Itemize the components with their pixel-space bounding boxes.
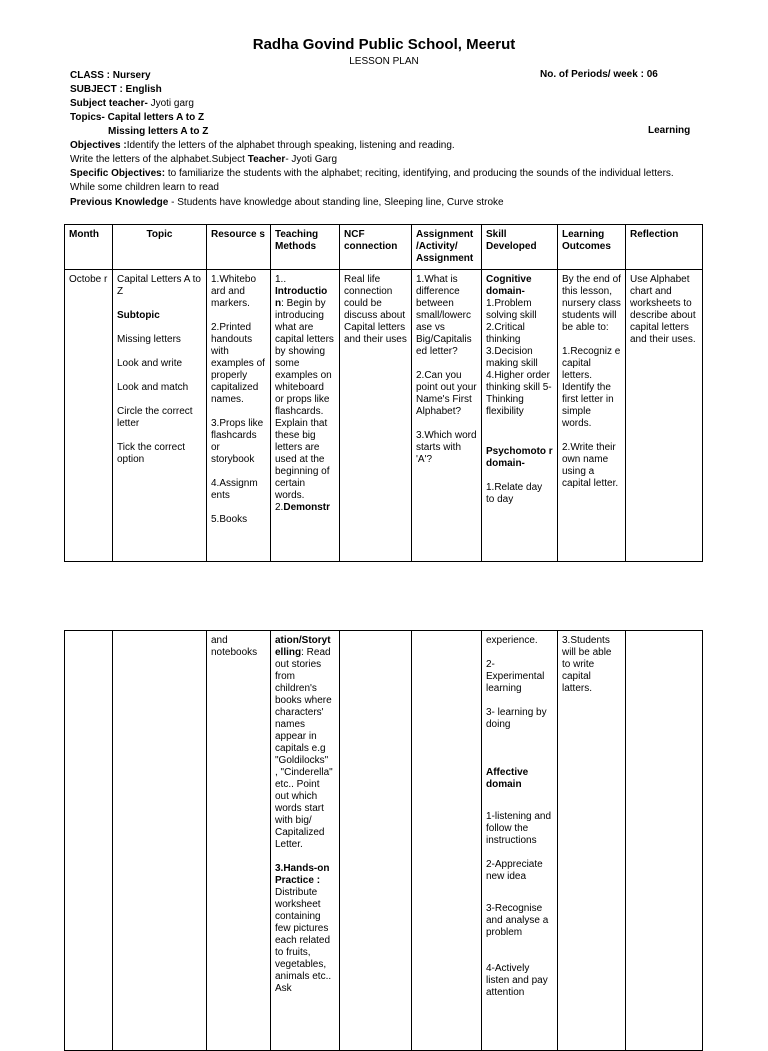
objectives-line-2 bbox=[70, 153, 337, 167]
objectives-line2-b: Teacher bbox=[247, 154, 286, 165]
col-skill: Skill Developed bbox=[482, 225, 558, 270]
topics-line-2: Missing letters A to Z bbox=[108, 126, 209, 137]
class-label: CLASS : Nursery bbox=[70, 70, 151, 81]
col-topic: Topic bbox=[113, 225, 207, 270]
teacher-value: Jyoti garg bbox=[147, 98, 194, 109]
objectives-key: Objectives : bbox=[70, 140, 127, 151]
cell-teaching-methods: ation/Storyt elling: Read out stories from children's books where characters' names appear in capitals e.g "Goldilocks" , "Cinderella" etc.. Point out which words start with big/ Capitalized Letter. 3.Hands-on Practice : Distribute worksheet containing few pictures each related to fruits, vegetables, animals etc.. Ask bbox=[271, 631, 340, 1051]
objectives-line2-c: - Jyoti Garg bbox=[285, 154, 338, 165]
cell-skill: Cognitive domain- 1.Problem solving skill 2.Critical thinking 3.Decision making skill 4.Higher order thinking skill 5- Thinking flexibility Psychomoto r domain- 1.Relate day to day bbox=[482, 270, 558, 562]
topics-line: Topics- Capital letters A to Z bbox=[70, 112, 205, 123]
lesson-table bbox=[64, 224, 703, 562]
cell-topic: Capital Letters A to Z Subtopic Missing letters Look and write Look and match Circle the correct letter Tick the correct option bbox=[113, 270, 207, 562]
cell-ncf: Real life connection could be discuss about Capital letters and their uses bbox=[340, 270, 412, 562]
objectives-line2-a: Write the letters of the alphabet.Subject bbox=[70, 154, 248, 165]
cell-resources: 1.Whitebo ard and markers. 2.Printed handouts with examples of properly capitalized names. 3.Props like flashcards or storybook 4.Assignm ents 5.Books bbox=[207, 270, 271, 562]
cell-topic-empty bbox=[113, 631, 207, 1051]
cell-teaching-methods: 1.. Introductio n: Begin by introducing what are capital letters by showing some examples on whiteboard or props like flashcards. Explain that these big letters are used at the beginning of certain words. 2.Demonstr bbox=[271, 270, 340, 562]
col-month: Month bbox=[65, 225, 113, 270]
specific-value: to familiarize the students with the alphabet; reciting, identifying, and producing the sounds of the individual letters. While some children learn to read bbox=[70, 168, 674, 193]
cell-reflection-empty bbox=[626, 631, 703, 1051]
specific-key: Specific Objectives: bbox=[70, 168, 166, 179]
cell-outcomes: By the end of this lesson, nursery class students will be able to: 1.Recogniz e capital letters. Identify the first letter in simple words. 2.Write their own name using a capital letter. bbox=[558, 270, 626, 562]
prev-key: Previous Knowledge bbox=[70, 197, 169, 208]
document-type: LESSON PLAN bbox=[349, 56, 419, 67]
previous-knowledge bbox=[70, 196, 504, 210]
cell-assignment: 1.What is difference between small/lowerc ase vs Big/Capitalis ed letter? 2.Can you point out your Name's First Alphabet? 3.Which word starts with 'A'? bbox=[412, 270, 482, 562]
lesson-table-continued bbox=[64, 630, 703, 1051]
prev-value: - Students have knowledge about standing line, Sleeping line, Curve stroke bbox=[168, 197, 504, 208]
cell-reflection: Use Alphabet chart and worksheets to describe about capital letters and their uses. bbox=[626, 270, 703, 562]
table-header-row bbox=[65, 225, 703, 270]
table-row bbox=[65, 631, 703, 1051]
col-reflection: Reflection bbox=[626, 225, 703, 270]
learning-label: Learning bbox=[648, 125, 691, 136]
cell-outcomes: 3.Students will be able to write capital latters. bbox=[558, 631, 626, 1051]
school-name: Radha Govind Public School, Meerut bbox=[252, 36, 516, 53]
col-assignment: Assignment /Activity/ Assignment bbox=[412, 225, 482, 270]
objectives-value: Identify the letters of the alphabet through speaking, listening and reading. bbox=[126, 140, 455, 151]
specific-objectives bbox=[70, 167, 690, 195]
subject-label: SUBJECT : English bbox=[70, 84, 162, 95]
cell-skill: experience. 2- Experimental learning 3- learning by doing Affective domain 1-listening and follow the instructions 2-Appreciate new idea 3-Recognise and analyse a problem 4-Actively listen and pay attention bbox=[482, 631, 558, 1051]
cell-month: Octobe r bbox=[65, 270, 113, 562]
cell-ncf-empty bbox=[340, 631, 412, 1051]
periods-per-week: No. of Periods/ week : 06 bbox=[540, 69, 658, 80]
subject-teacher bbox=[70, 97, 194, 111]
teacher-key: Subject teacher- bbox=[70, 98, 148, 109]
cell-month-empty bbox=[65, 631, 113, 1051]
col-outcomes: Learning Outcomes bbox=[558, 225, 626, 270]
objectives bbox=[70, 139, 455, 153]
cell-resources: and notebooks bbox=[207, 631, 271, 1051]
col-resources: Resource s bbox=[207, 225, 271, 270]
col-teaching-methods: Teaching Methods bbox=[271, 225, 340, 270]
table-row bbox=[65, 270, 703, 562]
cell-assignment-empty bbox=[412, 631, 482, 1051]
col-ncf: NCF connection bbox=[340, 225, 412, 270]
